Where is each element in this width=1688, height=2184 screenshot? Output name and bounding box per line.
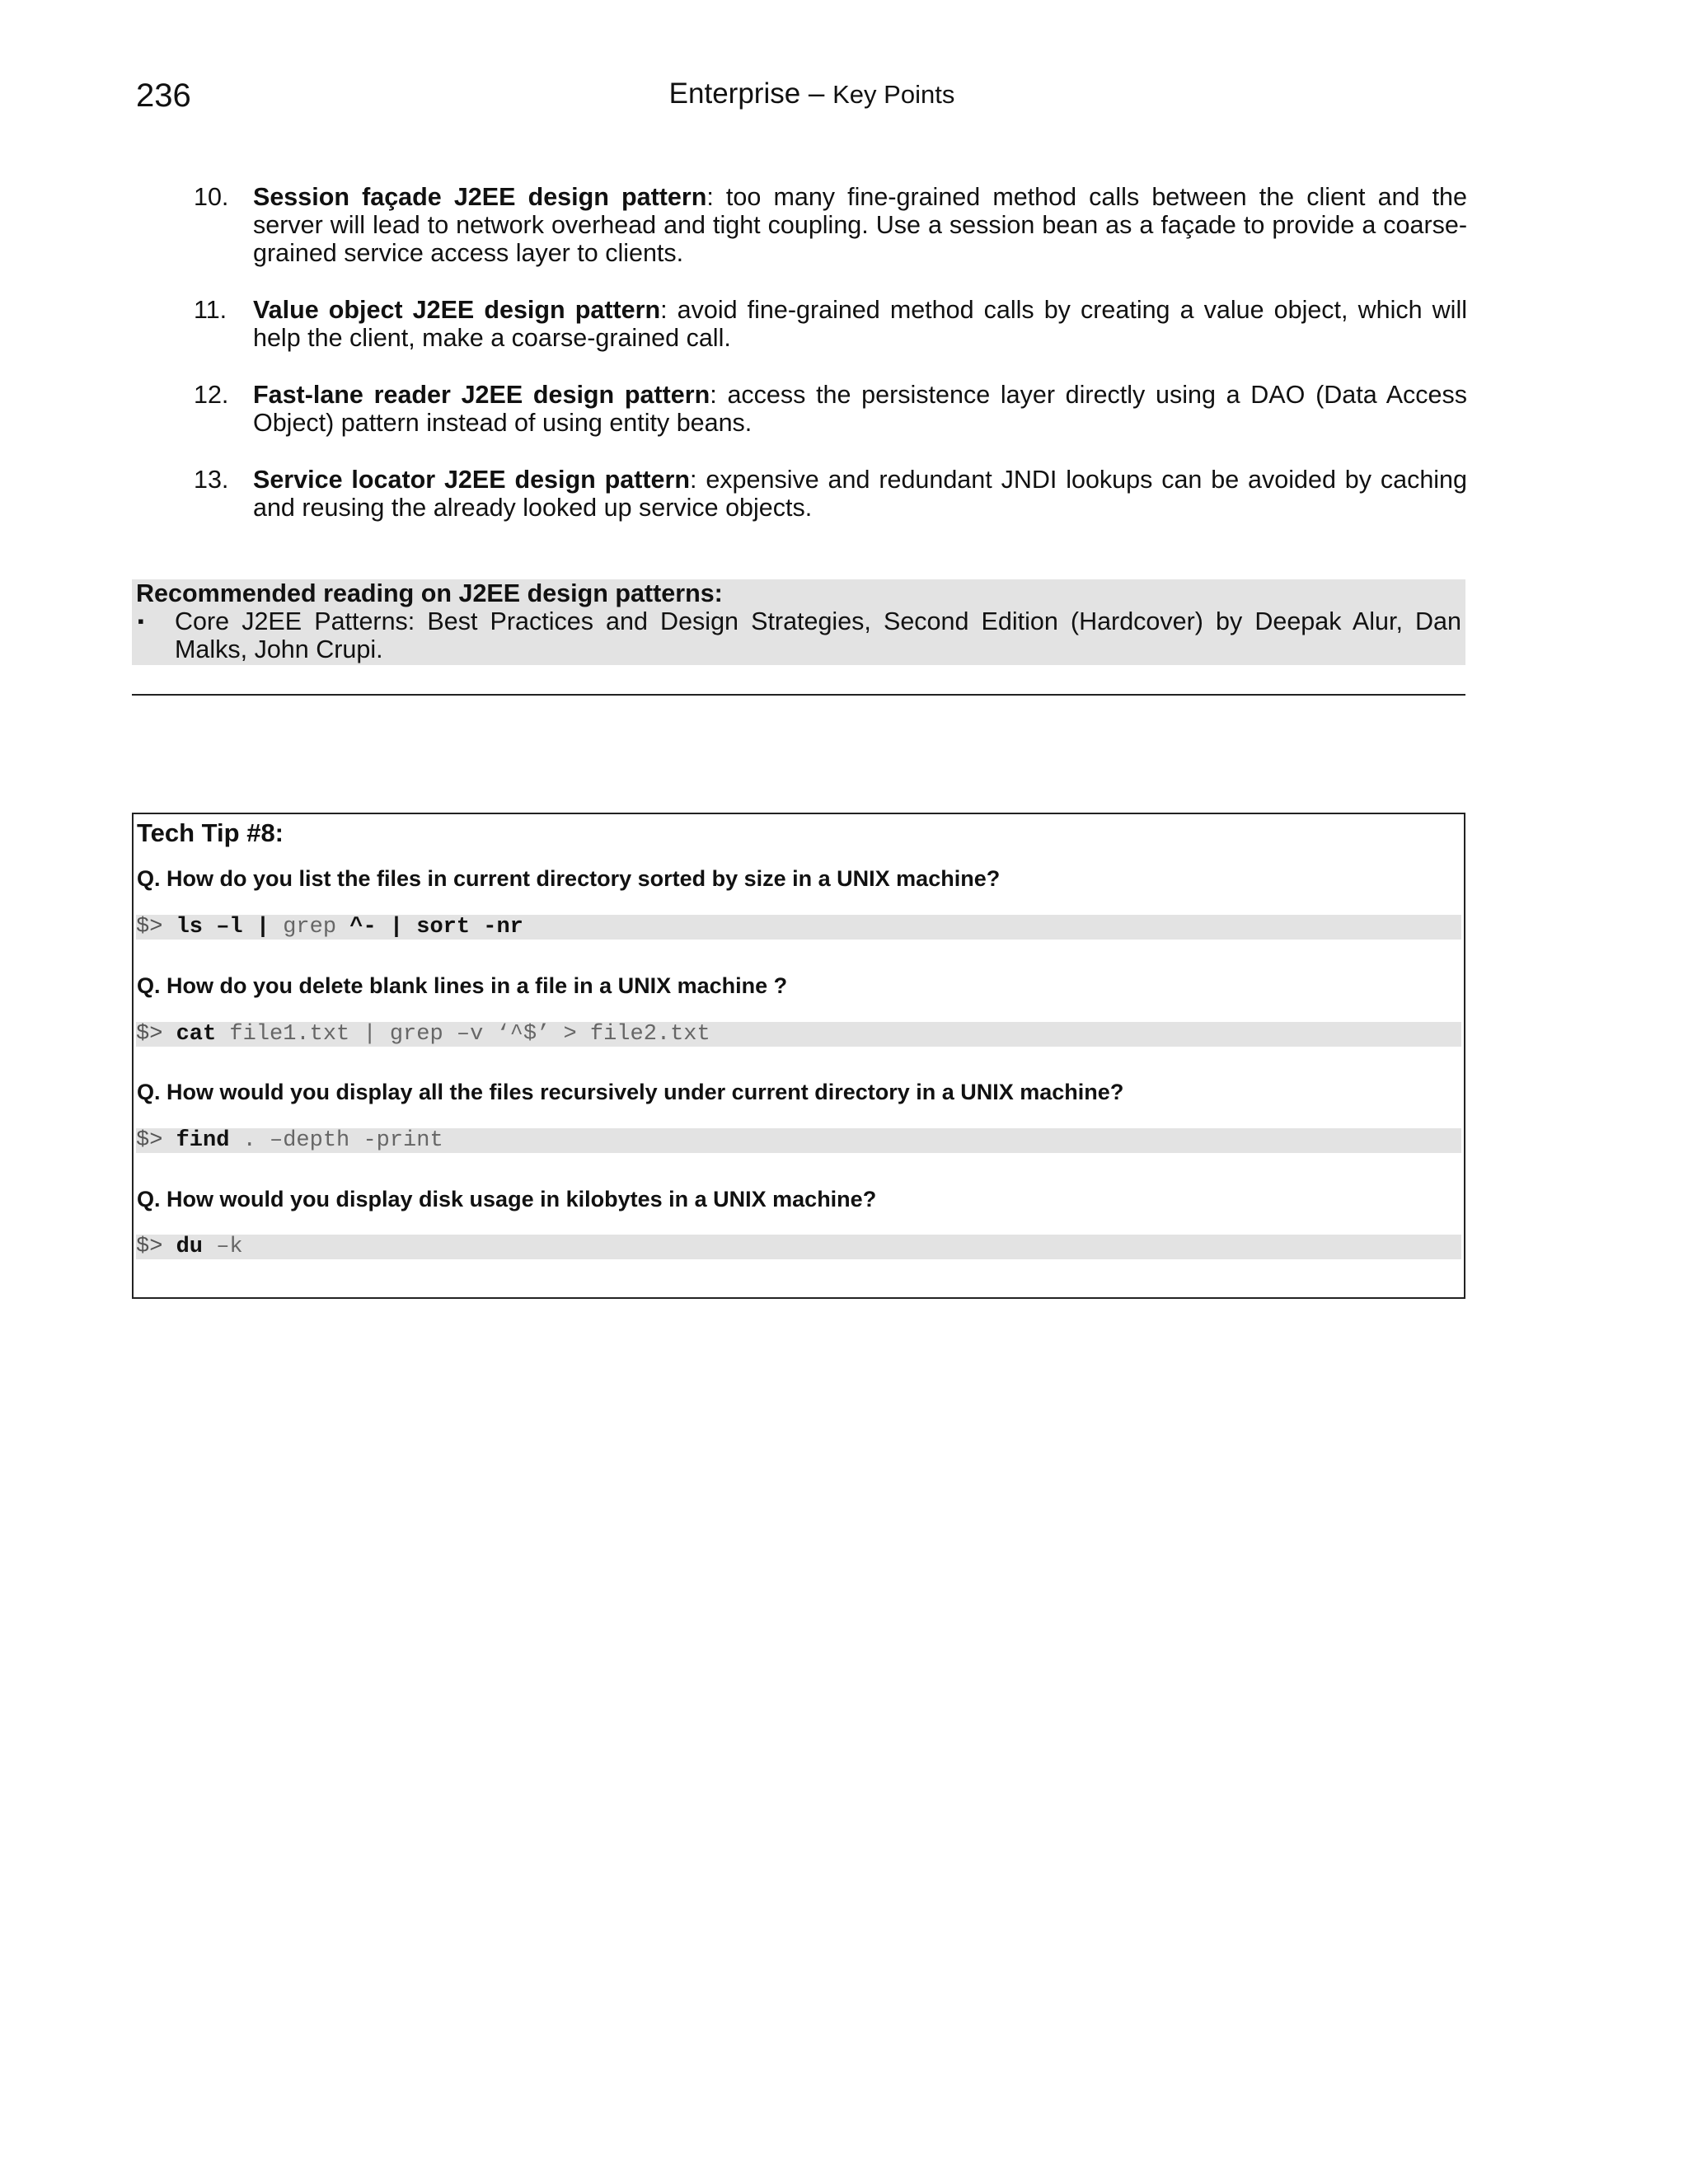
tech-tip-command xyxy=(136,915,1461,940)
key-point-term: Session façade J2EE design pattern xyxy=(253,183,707,211)
command-args: –k xyxy=(216,1235,243,1259)
section-divider xyxy=(132,694,1465,696)
command-keyword: ls –l | xyxy=(176,915,270,940)
key-point-text: : too many fine-grained method calls between the client and the server will lead to network overhead and tight coupling. Use a session bean as a façade to provide a coarse-grained service access layer to clients. xyxy=(253,183,1467,267)
running-header-subtitle: Key Points xyxy=(832,80,955,109)
tech-tip-question: Q. How do you delete blank lines in a file in a UNIX machine ? xyxy=(137,973,788,998)
key-point-item xyxy=(132,381,1467,437)
key-point-term: Service locator J2EE design pattern xyxy=(253,466,690,494)
command-args: . –depth -print xyxy=(242,1128,443,1153)
recommended-reading-item xyxy=(136,607,1461,663)
running-header xyxy=(0,76,1624,113)
tech-tip-question: Q. How would you display all the files recursively under current directory in a UNIX machine? xyxy=(137,1080,1124,1104)
tech-tip-command xyxy=(136,1022,1461,1047)
command-keyword: find xyxy=(176,1128,230,1153)
tech-tip-command xyxy=(136,1128,1461,1153)
key-point-body xyxy=(253,183,1467,267)
tech-tip-question: Q. How do you list the files in current directory sorted by size in a UNIX machine? xyxy=(137,866,1001,891)
recommended-reading-heading: Recommended reading on J2EE design patterns: xyxy=(136,579,723,607)
key-point-text: : avoid fine-grained method calls by creating a value object, which will help the client, make a coarse-grained call. xyxy=(253,296,1467,352)
command-args: grep xyxy=(283,915,337,940)
key-point-item xyxy=(132,466,1467,522)
tech-tip-command xyxy=(136,1235,1461,1259)
shell-prompt: $> xyxy=(136,915,163,940)
key-point-item xyxy=(132,296,1467,352)
key-point-item xyxy=(132,183,1467,267)
key-point-number: 13. xyxy=(194,466,229,494)
key-point-text: : access the persistence layer directly using a DAO (Data Access Object) pattern instead of using entity beans. xyxy=(253,381,1467,437)
square-bullet-icon: ▪ xyxy=(138,611,144,631)
command-keyword: ^- | sort -nr xyxy=(349,915,523,940)
shell-prompt: $> xyxy=(136,1022,163,1047)
tech-tip-title: Tech Tip #8: xyxy=(137,818,284,847)
running-header-title: Enterprise – xyxy=(668,77,825,110)
recommended-reading-text: Core J2EE Patterns: Best Practices and Design Strategies, Second Edition (Hardcover) by Deepak Alur, Dan Malks, John Crupi. xyxy=(175,607,1461,663)
page-number: 236 xyxy=(136,77,191,114)
key-point-number: 10. xyxy=(194,183,229,211)
shell-prompt: $> xyxy=(136,1128,163,1153)
key-points-list xyxy=(132,183,1467,551)
command-args: file1.txt | grep –v ‘^$’ > file2.txt xyxy=(229,1022,710,1047)
recommended-reading-box xyxy=(132,579,1465,665)
tech-tip-box xyxy=(132,813,1465,1299)
key-point-term: Fast-lane reader J2EE design pattern xyxy=(253,381,710,409)
key-point-text: : expensive and redundant JNDI lookups can be avoided by caching and reusing the already looked up service objects. xyxy=(253,466,1467,522)
tech-tip-question: Q. How would you display disk usage in kilobytes in a UNIX machine? xyxy=(137,1187,877,1212)
command-keyword: du xyxy=(176,1235,204,1259)
key-point-number: 12. xyxy=(194,381,229,409)
command-keyword: cat xyxy=(176,1022,217,1047)
key-point-number: 11. xyxy=(194,296,227,324)
key-point-body xyxy=(253,381,1467,437)
key-point-term: Value object J2EE design pattern xyxy=(253,296,661,324)
key-point-body xyxy=(253,296,1467,352)
shell-prompt: $> xyxy=(136,1235,163,1259)
key-point-body xyxy=(253,466,1467,522)
